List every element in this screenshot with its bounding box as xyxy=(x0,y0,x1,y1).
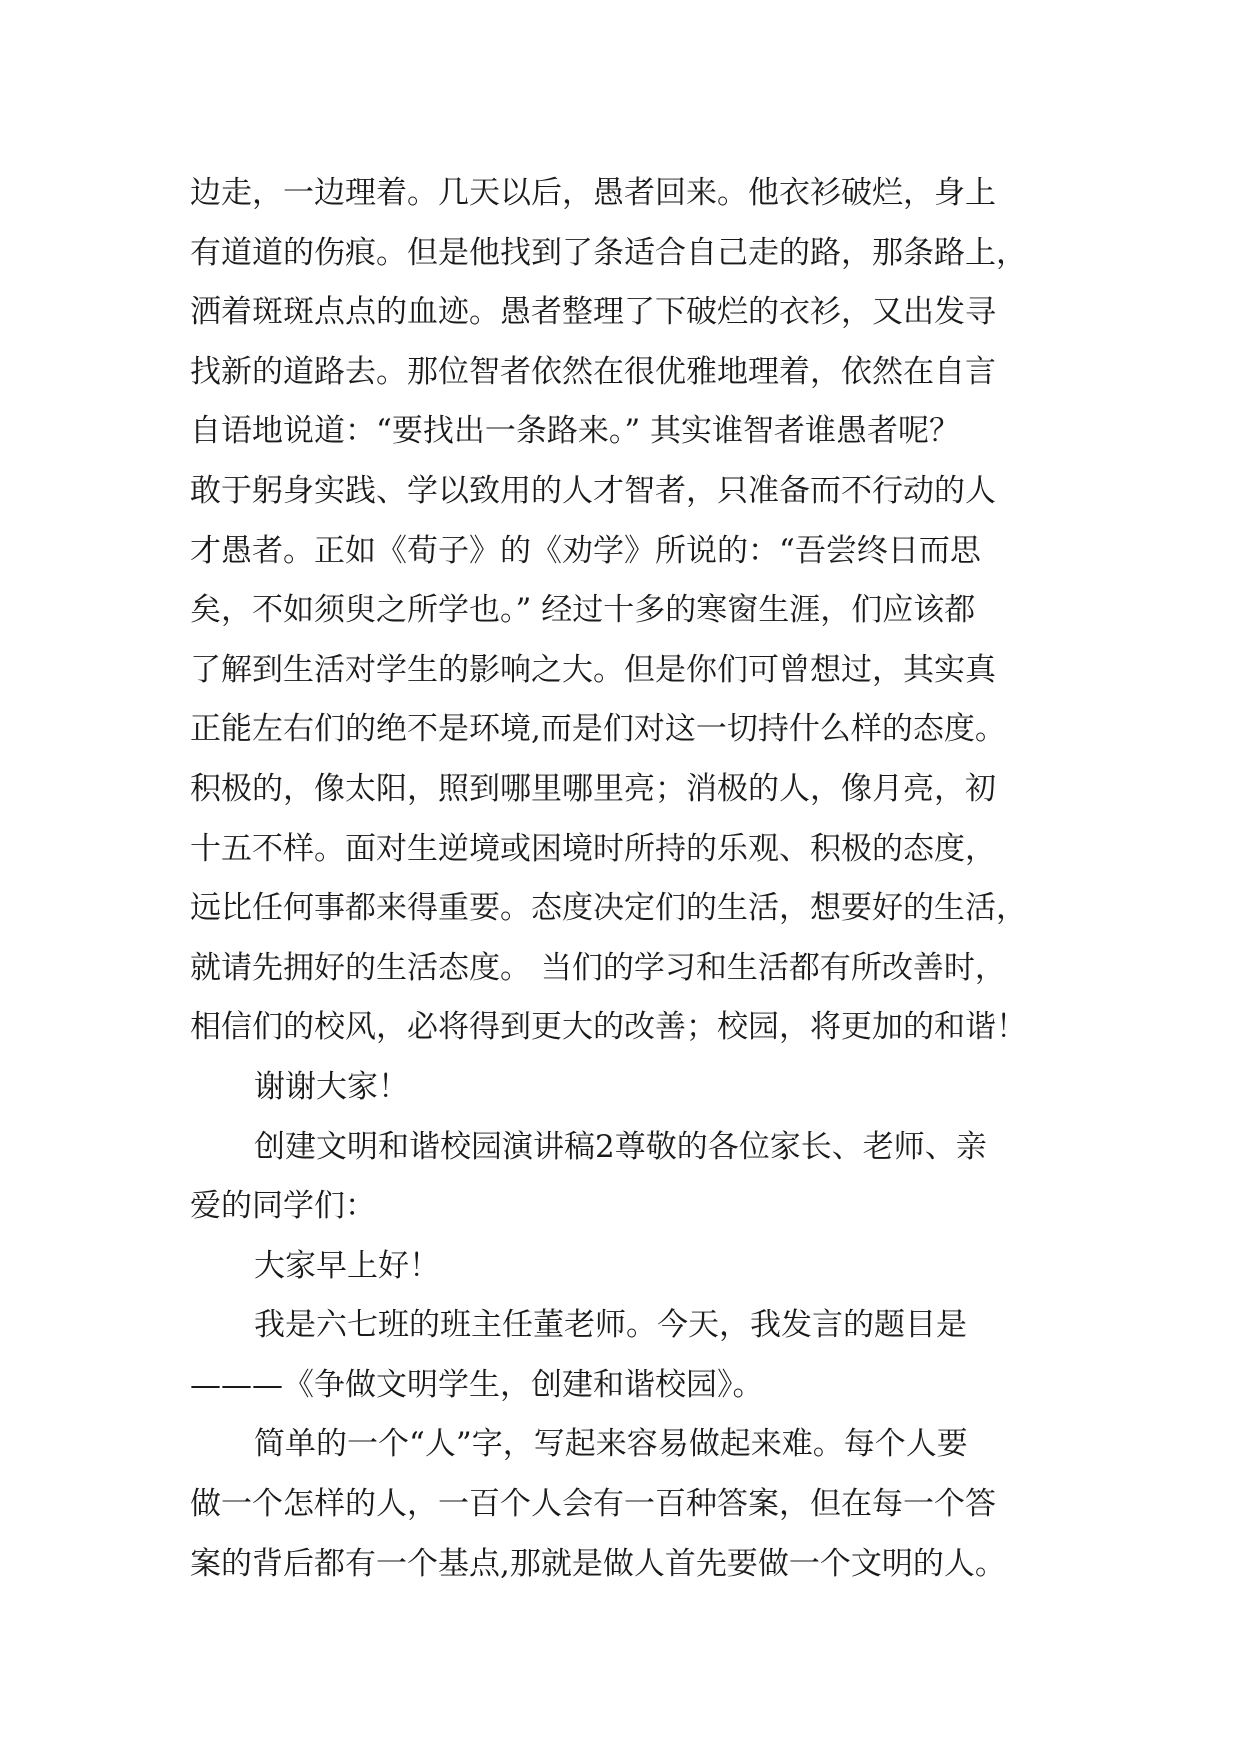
text-line: 相信们的校风，必将得到更大的改善；校园，将更加的和谐！ xyxy=(190,1009,1027,1046)
text-line: 就请先拥好的生活态度。 当们的学习和生活都有所改善时， xyxy=(190,949,1006,986)
text-line: 洒着斑斑点点的血迹。愚者整理了下破烂的衣衫，又出发寻 xyxy=(190,294,996,331)
text-line: 正能左右们的绝不是环境,而是们对这一切持什么样的态度。 xyxy=(190,711,1006,748)
text-line: 找新的道路去。那位智者依然在很优雅地理着，依然在自言 xyxy=(190,353,996,390)
text-line: 谢谢大家！ xyxy=(254,1068,409,1105)
text-line: 有道道的伤痕。但是他找到了条适合自己走的路，那条路上， xyxy=(190,234,1027,271)
text-line: 了解到生活对学生的影响之大。但是你们可曾想过，其实真 xyxy=(190,651,996,688)
text-line: 远比任何事都来得重要。态度决定们的生活，想要好的生活， xyxy=(190,890,1027,927)
text-line: 边走，一边理着。几天以后，愚者回来。他衣衫破烂，身上 xyxy=(190,175,996,211)
text-line: 才愚者。正如《荀子》的《劝学》所说的：“吾尝终日而思 xyxy=(190,532,981,569)
text-line: 敢于躬身实践、学以致用的人才智者，只准备而不行动的人 xyxy=(190,472,996,509)
text-line: 简单的一个“人”字，写起来容易做起来难。每个人要 xyxy=(254,1426,968,1463)
text-line: 爱的同学们： xyxy=(190,1188,376,1225)
body-text xyxy=(190,164,1070,1594)
text-line: 矣，不如须臾之所学也。” 经过十多的寒窗生涯，们应该都 xyxy=(190,592,976,629)
text-line: ———《争做文明学生，创建和谐校园》。 xyxy=(190,1366,764,1403)
text-line: 创建文明和谐校园演讲稿2尊敬的各位家长、老师、亲 xyxy=(254,1128,987,1165)
text-line: 大家早上好！ xyxy=(254,1247,440,1284)
text-line: 我是六七班的班主任董老师。今天，我发言的题目是 xyxy=(254,1307,967,1344)
text-line: 案的背后都有一个基点,那就是做人首先要做一个文明的人。 xyxy=(190,1545,1006,1582)
text-line: 十五不样。面对生逆境或困境时所持的乐观、积极的态度， xyxy=(190,830,996,867)
text-line: 积极的，像太阳，照到哪里哪里亮；消极的人，像月亮，初 xyxy=(190,770,996,807)
text-line: 自语地说道：“要找出一条路来。” 其实谁智者谁愚者呢？ xyxy=(190,413,961,450)
text-line: 做一个怎样的人，一百个人会有一百种答案，但在每一个答 xyxy=(190,1486,996,1523)
